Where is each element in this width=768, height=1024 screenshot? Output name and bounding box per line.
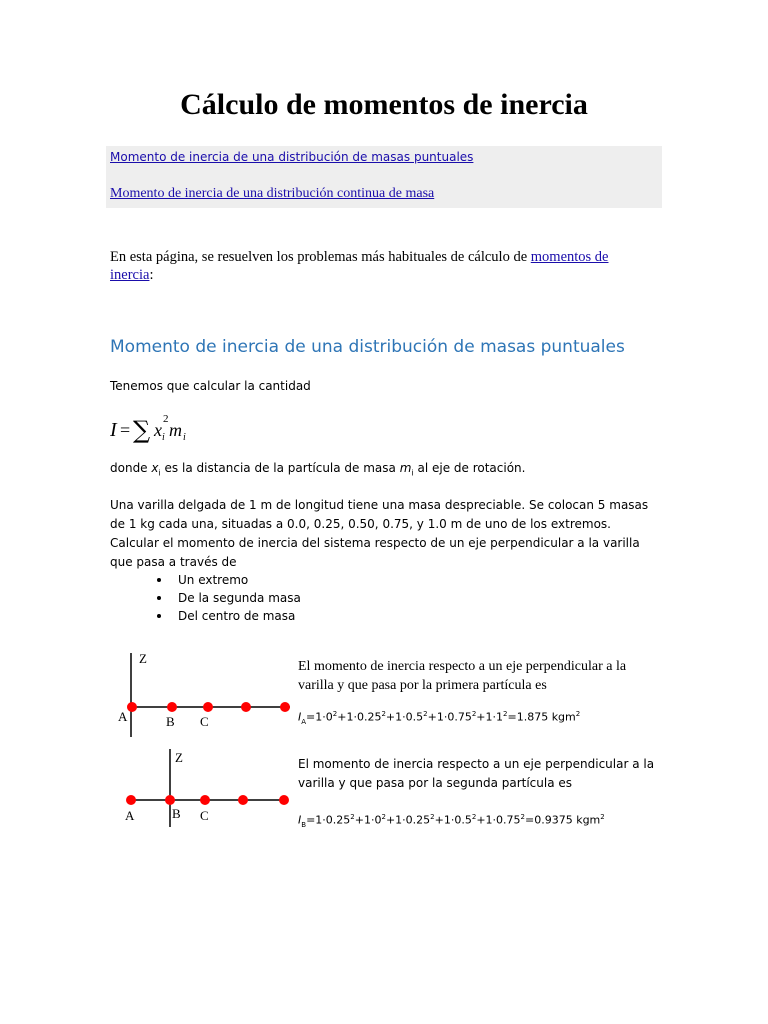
diagram-axis-extremo — [110, 645, 300, 740]
eq-a-sup: 2 — [503, 710, 508, 718]
eq-a-term: =1·0 — [306, 710, 333, 724]
mass-dot — [241, 702, 251, 712]
list-item: De la segunda masa — [155, 589, 301, 607]
mass-dot — [200, 795, 210, 805]
label-z: Z — [175, 750, 183, 765]
eq-a-term: +1·0.25 — [337, 710, 382, 724]
varilla-paragraph: Una varilla delgada de 1 m de longitud tiene una masa despreciable. Se colocan 5 masas de 1 kg cada una, situadas a 0.0, 0.25, 0.50, 0.75, y 1.0 m de uno de los extremos. Calcular el momento de inercia del sistema respecto de un eje perpendicular a la varilla que pasa a través de — [110, 498, 649, 569]
eq-a-i: I — [298, 710, 302, 724]
eq-a-sub: A — [301, 717, 307, 726]
page-title: Cálculo de momentos de inercia — [180, 88, 588, 121]
momentos-de-inercia-link[interactable]: momentos de inercia — [110, 249, 609, 283]
second-particle-paragraph: El momento de inercia respecto a un eje perpendicular a la varilla y que pasa por la segunda partícula es — [298, 757, 655, 790]
cantidad-paragraph: Tenemos que calcular la cantidad — [110, 379, 311, 393]
eq-b-sup: 2 — [520, 813, 525, 821]
mass-dot — [280, 702, 290, 712]
label-z: Z — [139, 651, 147, 666]
donde-text-3: al eje de rotación. — [413, 461, 526, 475]
formula-sub-m: i — [183, 432, 186, 443]
mass-dot — [127, 702, 137, 712]
donde-paragraph — [110, 459, 670, 482]
label-a: A — [118, 709, 128, 724]
eq-a-term: +1·0.75 — [427, 710, 472, 724]
mass-dot — [238, 795, 248, 805]
label-b: B — [172, 806, 181, 821]
toc-link-masas-puntuales[interactable]: Momento de inercia de una distribución de masas puntuales — [110, 150, 474, 164]
eq-b-term: =1·0.25 — [306, 813, 351, 827]
axis-options-list — [155, 571, 301, 625]
donde-sub-i2: i — [411, 468, 414, 478]
list-item: Un extremo — [155, 571, 301, 589]
mass-dot — [165, 795, 175, 805]
eq-a-sup: 2 — [423, 710, 428, 718]
mass-dot — [167, 702, 177, 712]
diagram-axis-segunda-masa — [110, 745, 300, 830]
intro-colon: : — [149, 267, 154, 283]
formula-sum: ∑ — [133, 416, 151, 444]
donde-text-2: es la distancia de la partícula de masa — [160, 461, 400, 475]
section-heading: Momento de inercia de una distribución de masas puntuales — [110, 337, 625, 357]
toc-link-distribucion-continua[interactable]: Momento de inercia de una distribución continua de masa — [110, 186, 435, 201]
label-b: B — [166, 714, 175, 729]
mass-dot — [126, 795, 136, 805]
eq-a-sup: 2 — [332, 710, 338, 718]
donde-x: x — [151, 461, 159, 475]
eq-b-i: I — [298, 813, 302, 827]
eq-b-sup: 2 — [381, 813, 386, 821]
intro-paragraph — [110, 248, 650, 284]
first-particle-paragraph: El momento de inercia respecto a un eje perpendicular a la varilla y que pasa por la primera partícula es — [298, 659, 627, 693]
eq-b-sub: B — [301, 820, 307, 829]
mass-dot — [279, 795, 289, 805]
eq-b-term: +1·0.5 — [434, 813, 472, 827]
intro-text: En esta página, se resuelven los problemas más habituales de cálculo de — [110, 249, 531, 265]
formula-equals: = — [120, 420, 131, 440]
eq-b-sup: 2 — [600, 813, 605, 821]
equation-ia — [298, 710, 580, 726]
eq-a-sup: 2 — [575, 710, 581, 718]
formula-sub-x: i — [162, 432, 165, 443]
formula-sup: 2 — [163, 413, 169, 425]
list-item: Del centro de masa — [155, 607, 301, 625]
eq-a-sup: 2 — [381, 710, 386, 718]
donde-sub-i: i — [158, 468, 161, 478]
formula-m: m — [169, 420, 182, 440]
eq-b-term: +1·0 — [354, 813, 382, 827]
eq-b-sup: 2 — [350, 813, 355, 821]
eq-b-term: +1·0.75 — [476, 813, 521, 827]
inertia-formula — [110, 408, 200, 446]
equation-ib — [298, 813, 605, 829]
eq-a-term: +1·0.5 — [385, 710, 424, 724]
eq-b-result: =0.9375 kgm — [525, 813, 601, 827]
label-c: C — [200, 714, 209, 729]
eq-a-sup: 2 — [471, 710, 477, 718]
eq-b-term: +1·0.25 — [385, 813, 431, 827]
mass-dot — [203, 702, 213, 712]
formula-x: x — [154, 420, 162, 440]
formula-lhs: I — [110, 419, 117, 441]
eq-a-result: =1.875 kgm — [507, 710, 576, 724]
label-a: A — [125, 808, 135, 823]
eq-b-sup: 2 — [471, 813, 477, 821]
table-of-contents — [106, 146, 662, 208]
eq-b-sup: 2 — [430, 813, 435, 821]
donde-m: m — [399, 461, 412, 475]
label-c: C — [200, 808, 209, 823]
eq-a-term: +1·1 — [476, 710, 504, 724]
donde-text-1: donde — [110, 461, 152, 475]
